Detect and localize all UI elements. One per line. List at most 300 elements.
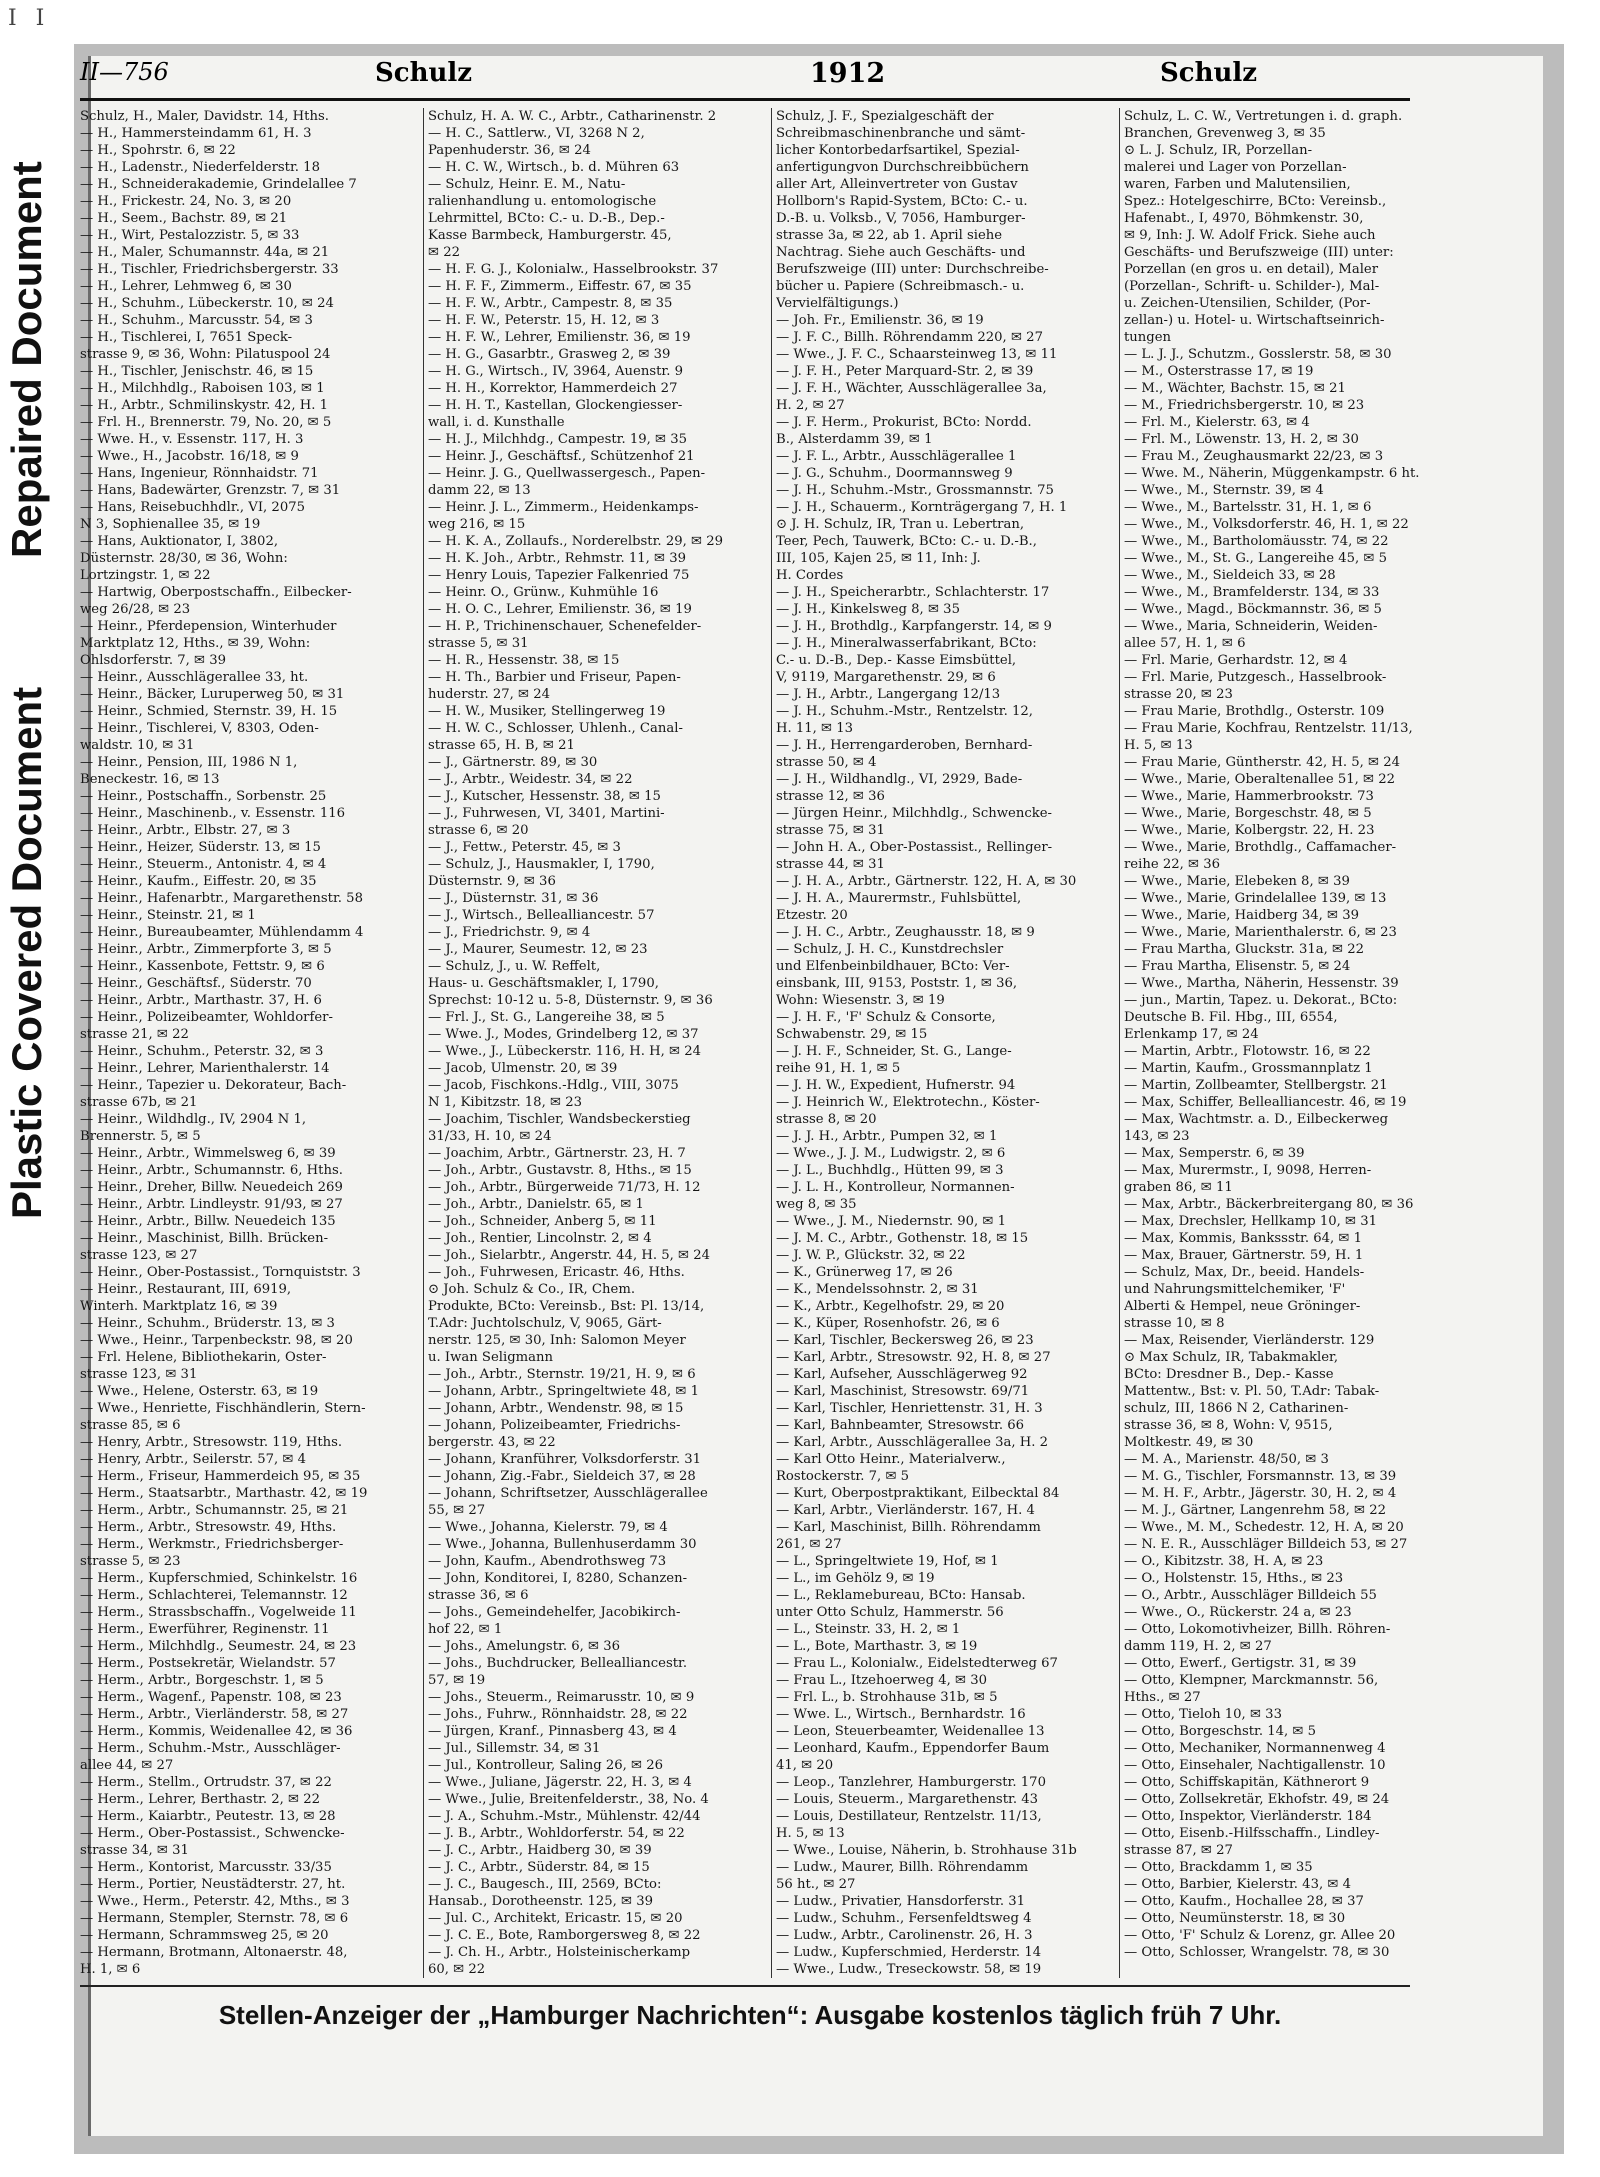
directory-entry: — Herm., Portier, Neustädterstr. 27, ht. <box>80 1877 346 1892</box>
directory-entry: — Heinr., Arbtr. Lindleystr. 91/93, ✉ 27 <box>80 1197 343 1212</box>
directory-entry: — Wwe., Johanna, Bullenhuserdamm 30 <box>428 1537 697 1552</box>
directory-entry: — L., Steinstr. 33, H. 2, ✉ 1 <box>776 1622 961 1637</box>
directory-entry: — Hartwig, Oberpostschaffn., Eilbecker- <box>80 585 352 600</box>
directory-entry: — Wwe., Julie, Breitenfelderstr., 38, No. 4 <box>428 1792 709 1807</box>
directory-entry: — Frl. Marie, Putzgesch., Hasselbrook- <box>1124 670 1387 685</box>
directory-entry: — John H. A., Ober-Postassist., Rellinger- <box>776 840 1053 855</box>
directory-entry: strasse 123, ✉ 31 <box>80 1367 198 1382</box>
directory-entry: — Wwe., M., Bartholomäusstr. 74, ✉ 22 <box>1124 534 1389 549</box>
directory-entry: Teer, Pech, Tauwerk, BCto: C.- u. D.-B., <box>776 534 1037 549</box>
directory-entry: — Henry, Arbtr., Seilerstr. 57, ✉ 4 <box>80 1452 307 1467</box>
directory-entry: — Heinr., Heizer, Süderstr. 13, ✉ 15 <box>80 840 321 855</box>
directory-entry: — J., Kutscher, Hessenstr. 38, ✉ 15 <box>428 789 661 804</box>
directory-entry: Winterh. Marktplatz 16, ✉ 39 <box>80 1299 278 1314</box>
directory-entry: — Herm., Arbtr., Borgeschstr. 1, ✉ 5 <box>80 1673 324 1688</box>
directory-entry: — Jul. C., Architekt, Ericastr. 15, ✉ 20 <box>428 1911 683 1926</box>
directory-entry: — J. Heinrich W., Elektrotechn., Köster- <box>776 1095 1040 1110</box>
directory-entry: — Wwe., Juliane, Jägerstr. 22, H. 3, ✉ 4 <box>428 1775 692 1790</box>
directory-entry: Düsternstr. 9, ✉ 36 <box>428 874 556 889</box>
directory-entry: strasse 123, ✉ 27 <box>80 1248 198 1263</box>
directory-entry: strasse 6, ✉ 20 <box>428 823 529 838</box>
directory-entry: — J. H. A., Maurermstr., Fuhlsbüttel, <box>776 891 1022 906</box>
directory-entry: — J. H., Brothdlg., Karpfangerstr. 14, ✉ 9 <box>776 619 1052 634</box>
directory-entry: — Otto, Schlosser, Wrangelstr. 78, ✉ 30 <box>1124 1945 1390 1960</box>
directory-entry: — Joachim, Tischler, Wandsbeckerstieg <box>428 1112 691 1127</box>
directory-entry: ⊙ J. H. Schulz, IR, Tran u. Lebertran, <box>776 517 1025 532</box>
directory-entry: — Otto, 'F' Schulz & Lorenz, gr. Allee 20 <box>1124 1928 1396 1943</box>
directory-entry: damm 22, ✉ 13 <box>428 483 531 498</box>
directory-entry: — H. F. F., Zimmerm., Eiffestr. 67, ✉ 35 <box>428 279 692 294</box>
directory-entry: — Max, Semperstr. 6, ✉ 39 <box>1124 1146 1305 1161</box>
directory-entry: — J. W. P., Glückstr. 32, ✉ 22 <box>776 1248 966 1263</box>
directory-entry: — Heinr., Kaufm., Eiffestr. 20, ✉ 35 <box>80 874 317 889</box>
directory-entry: — Heinr., Pension, III, 1986 N 1, <box>80 755 298 770</box>
directory-entry: waldstr. 10, ✉ 31 <box>80 738 195 753</box>
directory-entry: C.- u. D.-B., Dep.- Kasse Eimsbüttel, <box>776 653 1017 668</box>
directory-entry: — H. K. A., Zollaufs., Norderelbstr. 29, ✉ 29 <box>428 534 724 549</box>
directory-entry: — Wwe., Magd., Böckmannstr. 36, ✉ 5 <box>1124 602 1382 617</box>
directory-entry: und Elfenbeinbildhauer, BCto: Ver- <box>776 959 1010 974</box>
directory-entry: — Schulz, J., u. W. Reffelt, <box>428 959 601 974</box>
directory-entry: — Heinr., Maschinenb., v. Essenstr. 116 <box>80 806 346 821</box>
directory-entry: — Frau Marie, Güntherstr. 42, H. 5, ✉ 24 <box>1124 755 1401 770</box>
directory-entry: — Wwe., Helene, Osterstr. 63, ✉ 19 <box>80 1384 319 1399</box>
directory-entry: zellan-) u. Hotel- u. Wirtschaftseinrich- <box>1124 313 1385 328</box>
directory-entry: — Heinr., Geschäftsf., Süderstr. 70 <box>80 976 312 991</box>
directory-entry: H. 5, ✉ 13 <box>776 1826 845 1841</box>
directory-entry: — J. L., Buchhdlg., Hütten 99, ✉ 3 <box>776 1163 1004 1178</box>
directory-entry: — Herm., Strassbschaffn., Vogelweide 11 <box>80 1605 357 1620</box>
directory-entry: — Johs., Steuerm., Reimarusstr. 10, ✉ 9 <box>428 1690 695 1705</box>
directory-entry: — Joh. Fr., Emilienstr. 36, ✉ 19 <box>776 313 984 328</box>
directory-entry: — J., Gärtnerstr. 89, ✉ 30 <box>428 755 598 770</box>
directory-entry: V, 9119, Margarethenstr. 29, ✉ 6 <box>776 670 996 685</box>
directory-entry: — Johann, Zig.-Fabr., Sieldeich 37, ✉ 28 <box>428 1469 696 1484</box>
directory-columns <box>80 108 1420 1978</box>
directory-entry: reihe 22, ✉ 36 <box>1124 857 1221 872</box>
directory-entry: — Wwe., M., Sieldeich 33, ✉ 28 <box>1124 568 1336 583</box>
directory-entry: strasse 34, ✉ 31 <box>80 1843 189 1858</box>
directory-entry: Moltkestr. 49, ✉ 30 <box>1124 1435 1254 1450</box>
directory-entry: — Frl. Helene, Bibliothekarin, Oster- <box>80 1350 327 1365</box>
directory-entry: — J. H., Mineralwasserfabrikant, BCto: <box>776 636 1037 651</box>
directory-entry: — Heinr., Wildhdlg., IV, 2904 N 1, <box>80 1112 307 1127</box>
directory-entry: — J. L. H., Kontrolleur, Normannen- <box>776 1180 1015 1195</box>
directory-entry: Hansab., Dorotheenstr. 125, ✉ 39 <box>428 1894 654 1909</box>
directory-entry: — Heinr., Schmied, Sternstr. 39, H. 15 <box>80 704 338 719</box>
directory-entry: — Herm., Kontorist, Marcusstr. 33/35 <box>80 1860 332 1875</box>
directory-entry: — Frl. Marie, Gerhardstr. 12, ✉ 4 <box>1124 653 1348 668</box>
directory-entry: — Wwe., Marie, Borgeschstr. 48, ✉ 5 <box>1124 806 1372 821</box>
directory-entry: — H., Tischler, Friedrichsbergerstr. 33 <box>80 262 339 277</box>
directory-entry: strasse 3a, ✉ 22, ab 1. April siehe <box>776 228 1003 243</box>
directory-entry: 31/33, H. 10, ✉ 24 <box>428 1129 552 1144</box>
directory-entry: — Herm., Kaiarbtr., Peutestr. 13, ✉ 28 <box>80 1809 336 1824</box>
directory-entry: 261, ✉ 27 <box>776 1537 842 1552</box>
directory-entry: — Frau L., Kolonialw., Eidelstedterweg 67 <box>776 1656 1058 1671</box>
directory-entry: — Wwe., H., Jacobstr. 16/18, ✉ 9 <box>80 449 299 464</box>
directory-entry: — Johann, Arbtr., Wendenstr. 98, ✉ 15 <box>428 1401 684 1416</box>
directory-entry: — Johs., Buchdrucker, Belleallianсеstr. <box>428 1656 688 1671</box>
directory-entry: — Henry Louis, Tapezier Falkenried 75 <box>428 568 690 583</box>
directory-entry: — Heinr., Arbtr., Schumannstr. 6, Hths. <box>80 1163 343 1178</box>
directory-entry: — Wwe., Maria, Schneiderin, Weiden- <box>1124 619 1378 634</box>
directory-entry: — H. Th., Barbier und Friseur, Papen- <box>428 670 681 685</box>
directory-entry: — Wwe., Henriette, Fischhändlerin, Stern- <box>80 1401 366 1416</box>
directory-entry: Beneckestr. 16, ✉ 13 <box>80 772 220 787</box>
directory-entry: — Frl. M., Kielerstr. 63, ✉ 4 <box>1124 415 1310 430</box>
directory-entry: — J. H., Arbtr., Langergang 12/13 <box>776 687 1001 702</box>
directory-entry: BCto: Dresdner B., Dep.- Kasse <box>1124 1367 1334 1382</box>
directory-entry: strasse 20, ✉ 23 <box>1124 687 1233 702</box>
directory-entry: — Wwe., M., St. G., Langereihe 45, ✉ 5 <box>1124 551 1388 566</box>
directory-entry: — M., Friedrichsbergerstr. 10, ✉ 23 <box>1124 398 1365 413</box>
directory-entry: — Karl, Bahnbeamter, Stresowstr. 66 <box>776 1418 1025 1433</box>
directory-entry: H. 1, ✉ 6 <box>80 1962 141 1977</box>
directory-entry: — Jürgen Heinr., Milchhdlg., Schwencke- <box>776 806 1052 821</box>
directory-entry: — Karl, Arbtr., Ausschlägerallee 3a, H. 2 <box>776 1435 1049 1450</box>
directory-entry: — J. F. H., Wächter, Ausschlägerallee 3a, <box>776 381 1047 396</box>
directory-entry: Hths., ✉ 27 <box>1124 1690 1201 1705</box>
directory-entry: — Herm., Kommis, Weidenallee 42, ✉ 36 <box>80 1724 353 1739</box>
directory-entry: — Heinr., Tischlerei, V, 8303, Oden- <box>80 721 319 736</box>
directory-entry: — Hermann, Schrammsweg 25, ✉ 20 <box>80 1928 329 1943</box>
directory-entry: — J. A., Schuhm.-Mstr., Mühlenstr. 42/44 <box>428 1809 701 1824</box>
directory-entry: Etzestr. 20 <box>776 908 848 923</box>
directory-entry: — Leon, Steuerbeamter, Weidenallee 13 <box>776 1724 1045 1739</box>
directory-column-1 <box>80 108 418 1978</box>
directory-entry: hof 22, ✉ 1 <box>428 1622 503 1637</box>
header-name-left: Schulz <box>375 58 473 88</box>
directory-entry: — J. F. C., Billh. Röhrendamm 220, ✉ 27 <box>776 330 1043 345</box>
directory-entry: Schwabenstr. 29, ✉ 15 <box>776 1027 928 1042</box>
directory-entry: — Martin, Kaufm., Grossmannplatz 1 <box>1124 1061 1373 1076</box>
directory-entry: — Heinr., Dreher, Billw. Neuedeich 269 <box>80 1180 343 1195</box>
directory-entry: — Jul., Kontrolleur, Saling 26, ✉ 26 <box>428 1758 664 1773</box>
directory-entry: — Otto, Borgeschstr. 14, ✉ 5 <box>1124 1724 1317 1739</box>
directory-entry: — Heinr., Ausschlägerallee 33, ht. <box>80 670 309 685</box>
directory-entry: — J., Arbtr., Weidestr. 34, ✉ 22 <box>428 772 633 787</box>
directory-entry: — Otto, Neumünsterstr. 18, ✉ 30 <box>1124 1911 1346 1926</box>
directory-entry: — Karl, Arbtr., Stresowstr. 92, H. 8, ✉ 27 <box>776 1350 1051 1365</box>
directory-entry: unter Otto Schulz, Hammerstr. 56 <box>776 1605 1004 1620</box>
directory-entry: D.-B. u. Volksb., V, 7056, Hamburger- <box>776 211 1026 226</box>
directory-entry: strasse 5, ✉ 31 <box>428 636 529 651</box>
directory-entry: damm 119, H. 2, ✉ 27 <box>1124 1639 1272 1654</box>
page-number: II—756 <box>80 58 169 86</box>
directory-entry: — J. C., Baugesch., III, 2569, BCto: <box>428 1877 662 1892</box>
directory-entry: — J. H., Wildhandlg., VI, 2929, Bade- <box>776 772 1023 787</box>
directory-entry: — Herm., Arbtr., Schumannstr. 25, ✉ 21 <box>80 1503 349 1518</box>
directory-entry: — Leonhard, Kaufm., Eppendorfer Baum <box>776 1741 1050 1756</box>
directory-entry: — Heinr. J. G., Quellwassergesch., Papen- <box>428 466 706 481</box>
directory-entry: — Herm., Staatsarbtr., Marthastr. 42, ✉ 19 <box>80 1486 368 1501</box>
directory-entry: anfertigungvon Durchschreibbüchern <box>776 160 1029 175</box>
directory-entry: ralienhandlung u. entomologische <box>428 194 657 209</box>
directory-entry: strasse 12, ✉ 36 <box>776 789 885 804</box>
directory-entry: — Heinr., Bureaubeamter, Mühlendamm 4 <box>80 925 364 940</box>
directory-entry: — Hans, Reisebuchhdlr., VI, 2075 <box>80 500 305 515</box>
directory-entry: — K., Küper, Rosenhofstr. 26, ✉ 6 <box>776 1316 1000 1331</box>
directory-entry: — H. W. C., Schlosser, Uhlenh., Canal- <box>428 721 683 736</box>
directory-entry: bergerstr. 43, ✉ 22 <box>428 1435 556 1450</box>
directory-entry: — J. J. H., Arbtr., Pumpen 32, ✉ 1 <box>776 1129 998 1144</box>
directory-entry: — J. C., Arbtr., Haidberg 30, ✉ 39 <box>428 1843 652 1858</box>
directory-entry: — Herm., Ober-Postassist., Schwencke- <box>80 1826 345 1841</box>
directory-entry: tungen <box>1124 330 1172 345</box>
directory-entry: — Heinr., Maschinist, Billh. Brücken- <box>80 1231 329 1246</box>
directory-entry: III, 105, Kajen 25, ✉ 11, Inh: J. <box>776 551 981 566</box>
directory-entry: — Jacob, Ulmenstr. 20, ✉ 39 <box>428 1061 618 1076</box>
directory-entry: — Wwe., J. M., Niedernstr. 90, ✉ 1 <box>776 1214 1007 1229</box>
directory-entry: — Heinr., Steinstr. 21, ✉ 1 <box>80 908 256 923</box>
directory-entry: — Max, Reisender, Vierländerstr. 129 <box>1124 1333 1375 1348</box>
directory-entry: — Herm., Wagenf., Papenstr. 108, ✉ 23 <box>80 1690 342 1705</box>
directory-entry: einsbank, III, 9153, Poststr. 1, ✉ 36, <box>776 976 1018 991</box>
directory-entry: — H., Ladenstr., Niederfelderstr. 18 <box>80 160 320 175</box>
directory-entry: — Wwe., Marie, Oberaltenallee 51, ✉ 22 <box>1124 772 1396 787</box>
directory-entry: — H. C., Sattlerw., VI, 3268 N 2, <box>428 126 645 141</box>
directory-entry: — J. F. Herm., Prokurist, BCto: Nordd. <box>776 415 1032 430</box>
directory-entry: — J. H., Speicherarbtr., Schlachterstr. 17 <box>776 585 1050 600</box>
directory-entry: — Otto, Kaufm., Hochallee 28, ✉ 37 <box>1124 1894 1364 1909</box>
directory-entry: — Karl, Maschinist, Stresowstr. 69/71 <box>776 1384 1030 1399</box>
directory-entry: — H. F. W., Peterstr. 15, H. 12, ✉ 3 <box>428 313 660 328</box>
directory-entry: weg 8, ✉ 35 <box>776 1197 857 1212</box>
directory-entry: ⊙ Max Schulz, IR, Tabakmakler, <box>1124 1350 1339 1365</box>
directory-entry: strasse 36, ✉ 8, Wohn: V, 9515, <box>1124 1418 1333 1433</box>
directory-entry: — J. H., Schuhm.-Mstr., Rentzelstr. 12, <box>776 704 1033 719</box>
directory-entry: — Frl. J., St. G., Langereihe 38, ✉ 5 <box>428 1010 665 1025</box>
directory-entry: — J. H., Schuhm.-Mstr., Grossmannstr. 75 <box>776 483 1054 498</box>
directory-entry: Produkte, BCto: Vereinsb., Bst: Pl. 13/14, <box>428 1299 705 1314</box>
directory-entry: — H., Schuhm., Marcusstr. 54, ✉ 3 <box>80 313 313 328</box>
directory-entry: — J., Wirtsch., Belleallianсеstr. 57 <box>428 908 655 923</box>
directory-entry: — J. B., Arbtr., Wohldorferstr. 54, ✉ 22 <box>428 1826 685 1841</box>
directory-entry: — H., Schneiderakademie, Grindelallee 7 <box>80 177 357 192</box>
directory-entry: — Schulz, Max, Dr., beeid. Handels- <box>1124 1265 1365 1280</box>
directory-entry: — Otto, Brackdamm 1, ✉ 35 <box>1124 1860 1313 1875</box>
directory-entry: — Heinr., Hafenarbtr., Margarethenstr. 58 <box>80 891 363 906</box>
directory-entry: strasse 9, ✉ 36, Wohn: Pilatuspool 24 <box>80 347 331 362</box>
directory-entry: T.Adr: Juchtolschulz, V, 9065, Gärt- <box>428 1316 662 1331</box>
directory-entry: — H., Lehrer, Lehmweg 6, ✉ 30 <box>80 279 292 294</box>
directory-entry: — Karl, Tischler, Henriettenstr. 31, H. 3 <box>776 1401 1043 1416</box>
directory-entry: — J., Maurer, Seumestr. 12, ✉ 23 <box>428 942 648 957</box>
directory-entry: — J., Fuhrwesen, VI, 3401, Martini- <box>428 806 665 821</box>
directory-entry: — Otto, Ewerf., Gertigstr. 31, ✉ 39 <box>1124 1656 1357 1671</box>
directory-entry: Erlenkamp 17, ✉ 24 <box>1124 1027 1259 1042</box>
directory-entry: — H. C. W., Wirtsch., b. d. Mühren 63 <box>428 160 680 175</box>
footer-rule <box>80 1985 1410 1987</box>
directory-entry: N 1, Kibitzstr. 18, ✉ 23 <box>428 1095 582 1110</box>
directory-entry: — Max, Drechsler, Hellkamp 10, ✉ 31 <box>1124 1214 1378 1229</box>
directory-entry: — Wwe., M., Sternstr. 39, ✉ 4 <box>1124 483 1324 498</box>
directory-entry: — H., Frickestr. 24, No. 3, ✉ 20 <box>80 194 292 209</box>
directory-entry: strasse 21, ✉ 22 <box>80 1027 189 1042</box>
directory-entry: — H., Tischler, Jenischstr. 46, ✉ 15 <box>80 364 314 379</box>
directory-entry: Marktplatz 12, Hths., ✉ 39, Wohn: <box>80 636 311 651</box>
directory-entry: — Heinr., Tapezier u. Dekorateur, Bach- <box>80 1078 347 1093</box>
directory-entry: — H. K. Joh., Arbtr., Rehmstr. 11, ✉ 39 <box>428 551 687 566</box>
directory-entry: Papenhuderstr. 36, ✉ 24 <box>428 143 591 158</box>
directory-entry: — Wwe., M., Bramfelderstr. 134, ✉ 33 <box>1124 585 1380 600</box>
directory-entry: — Joh., Arbtr., Danielstr. 65, ✉ 1 <box>428 1197 644 1212</box>
directory-entry: — Wwe., O., Rückerstr. 24 a, ✉ 23 <box>1124 1605 1352 1620</box>
directory-entry: Nachtrag. Siehe auch Geschäfts- und <box>776 245 1026 260</box>
directory-entry: — L., Bote, Marthastr. 3, ✉ 19 <box>776 1639 978 1654</box>
directory-entry: — Wwe., Marie, Kolbergstr. 22, H. 23 <box>1124 823 1375 838</box>
directory-entry: — Wwe., Marie, Marienthalerstr. 6, ✉ 23 <box>1124 925 1397 940</box>
directory-entry: — H. G., Wirtsch., IV, 3964, Auenstr. 9 <box>428 364 684 379</box>
directory-entry: — Johs., Fuhrw., Rönnhaidstr. 28, ✉ 22 <box>428 1707 688 1722</box>
directory-entry: — Wwe. M., Näherin, Müggenkampstr. 6 ht. <box>1124 466 1420 481</box>
directory-entry: — J. H. W., Expedient, Hufnerstr. 94 <box>776 1078 1016 1093</box>
directory-entry: — Schulz, J., Hausmakler, I, 1790, <box>428 857 655 872</box>
directory-entry: ✉ 22 <box>428 245 461 260</box>
directory-entry: H. Cordes <box>776 568 844 583</box>
directory-entry: strasse 87, ✉ 27 <box>1124 1843 1233 1858</box>
directory-entry: — Heinr., Schuhm., Peterstr. 32, ✉ 3 <box>80 1044 324 1059</box>
header-name-right: Schulz <box>1160 58 1258 88</box>
directory-entry: — Hermann, Stempler, Sternstr. 78, ✉ 6 <box>80 1911 349 1926</box>
directory-entry: — M., Wächter, Bachstr. 15, ✉ 21 <box>1124 381 1346 396</box>
directory-entry: — Heinr., Steuerm., Antonistr. 4, ✉ 4 <box>80 857 327 872</box>
directory-entry: — Johann, Kranführer, Volksdorferstr. 31 <box>428 1452 702 1467</box>
directory-entry: — H., Arbtr., Schmilinskystr. 42, H. 1 <box>80 398 328 413</box>
directory-entry: — H., Maler, Schumannstr. 44a, ✉ 21 <box>80 245 330 260</box>
directory-entry: Lortzingstr. 1, ✉ 22 <box>80 568 211 583</box>
directory-entry: strasse 8, ✉ 20 <box>776 1112 877 1127</box>
directory-entry: — M., Osterstrasse 17, ✉ 19 <box>1124 364 1314 379</box>
directory-entry: — Heinr., Postschaffn., Sorbenstr. 25 <box>80 789 327 804</box>
directory-entry: — L. J. J., Schutzm., Gosslerstr. 58, ✉ 30 <box>1124 347 1392 362</box>
directory-entry: — Wwe., Marie, Grindelallee 139, ✉ 13 <box>1124 891 1387 906</box>
directory-entry: — Schulz, Heinr. E. M., Natu- <box>428 177 626 192</box>
directory-entry: — Heinr., Bäcker, Luruperweg 50, ✉ 31 <box>80 687 345 702</box>
directory-entry: — Ludw., Arbtr., Carolinenstr. 26, H. 3 <box>776 1928 1033 1943</box>
directory-entry: — M. A., Marienstr. 48/50, ✉ 3 <box>1124 1452 1329 1467</box>
directory-entry: 56 ht., ✉ 27 <box>776 1877 856 1892</box>
directory-entry: — Ludw., Kupferschmied, Herderstr. 14 <box>776 1945 1042 1960</box>
directory-entry: ⊙ Joh. Schulz & Co., IR, Chem. <box>428 1282 636 1297</box>
directory-entry: — J. H. F., Schneider, St. G., Lange- <box>776 1044 1012 1059</box>
directory-entry: Schulz, L. C. W., Vertretungen i. d. graph. <box>1124 109 1403 124</box>
directory-entry: strasse 5, ✉ 23 <box>80 1554 181 1569</box>
column-divider <box>771 108 772 1978</box>
directory-entry: — H. W., Musiker, Stellingerweg 19 <box>428 704 666 719</box>
directory-entry: weg 26/28, ✉ 23 <box>80 602 191 617</box>
sidebar-marks: I I <box>8 6 51 31</box>
directory-entry: — Heinr., Polizeibeamter, Wohldorfer- <box>80 1010 333 1025</box>
directory-entry: — Otto, Barbier, Kielerstr. 43, ✉ 4 <box>1124 1877 1351 1892</box>
directory-entry: Lehrmittel, BCto: C.- u. D.-B., Dep.- <box>428 211 665 226</box>
directory-entry: — Wwe., J. J. M., Ludwigstr. 2, ✉ 6 <box>776 1146 1006 1161</box>
directory-entry: — Wwe., Johanna, Kielerstr. 79, ✉ 4 <box>428 1520 668 1535</box>
directory-entry: — J. H. F., 'F' Schulz & Consorte, <box>776 1010 996 1025</box>
directory-column-4 <box>1124 108 1420 1978</box>
directory-entry: — Joh., Arbtr., Sternstr. 19/21, H. 9, ✉ 6 <box>428 1367 696 1382</box>
directory-entry: Sprechst: 10-12 u. 5-8, Düsternstr. 9, ✉ 36 <box>428 993 713 1008</box>
directory-entry: aller Art, Alleinvertreter von Gustav <box>776 177 1018 192</box>
directory-entry: — Heinr., Arbtr., Wimmelsweg 6, ✉ 39 <box>80 1146 336 1161</box>
directory-entry: — Otto, Zollsekretär, Ekhofstr. 49, ✉ 24 <box>1124 1792 1390 1807</box>
directory-entry: — Wwe., M., Volksdorferstr. 46, H. 1, ✉ 22 <box>1124 517 1409 532</box>
directory-entry: nerstr. 125, ✉ 30, Inh: Salomon Meyer <box>428 1333 686 1348</box>
directory-entry: Wohn: Wiesenstr. 3, ✉ 19 <box>776 993 945 1008</box>
directory-entry: — Otto, Tieloh 10, ✉ 33 <box>1124 1707 1282 1722</box>
directory-entry: — Herm., Schuhm.-Mstr., Ausschläger- <box>80 1741 341 1756</box>
directory-entry: waren, Farben und Malutensilien, <box>1124 177 1351 192</box>
directory-entry: — K., Arbtr., Kegelhofstr. 29, ✉ 20 <box>776 1299 1005 1314</box>
directory-entry: — H. P., Trichinenschauer, Schenefelder- <box>428 619 702 634</box>
directory-entry: — Johann, Arbtr., Springeltwiete 48, ✉ 1 <box>428 1384 699 1399</box>
directory-entry: — J. G., Schuhm., Doormannsweg 9 <box>776 466 1013 481</box>
directory-entry: malerei und Lager von Porzellan- <box>1124 160 1347 175</box>
directory-entry: — Ludw., Maurer, Billh. Röhrendamm <box>776 1860 1029 1875</box>
plastic-covered-document-label: Plastic Covered Document <box>3 686 50 1219</box>
column-divider <box>423 108 424 1978</box>
directory-entry: Hafenabt., I, 4970, Böhmkenstr. 30, <box>1124 211 1364 226</box>
directory-entry: Hollborn's Rapid-System, BCto: C.- u. <box>776 194 1028 209</box>
directory-entry: — Jul., Sillemstr. 34, ✉ 31 <box>428 1741 601 1756</box>
directory-entry: strasse 75, ✉ 31 <box>776 823 885 838</box>
directory-entry: — Frl. H., Brennerstr. 79, No. 20, ✉ 5 <box>80 415 332 430</box>
directory-entry: — Heinr., Arbtr., Billw. Neuedeich 135 <box>80 1214 336 1229</box>
directory-entry: — Frl. M., Löwenstr. 13, H. 2, ✉ 30 <box>1124 432 1359 447</box>
directory-entry: — Wwe., Martha, Näherin, Hessenstr. 39 <box>1124 976 1399 991</box>
directory-entry: und Nahrungsmittelchemiker, 'F' <box>1124 1282 1346 1297</box>
directory-entry: strasse 36, ✉ 6 <box>428 1588 529 1603</box>
directory-entry: — H. G., Gasarbtr., Grasweg 2, ✉ 39 <box>428 347 671 362</box>
directory-entry: Berufszweige (III) unter: Durchschreibe- <box>776 262 1049 277</box>
directory-entry: — Hermann, Brotmann, Altonaerstr. 48, <box>80 1945 348 1960</box>
directory-entry: — Wwe. H., v. Essenstr. 117, H. 3 <box>80 432 304 447</box>
directory-entry: Spez.: Hotelgeschirre, BCto: Vereinsb., <box>1124 194 1387 209</box>
directory-entry: — H., Wirt, Pestalozzistr. 5, ✉ 33 <box>80 228 300 243</box>
directory-entry: — L., im Gehölz 9, ✉ 19 <box>776 1571 935 1586</box>
directory-entry: — John, Kaufm., Abendrothsweg 73 <box>428 1554 667 1569</box>
directory-entry: — Heinr., Kassenbote, Fettstr. 9, ✉ 6 <box>80 959 325 974</box>
directory-entry: — Herm., Stellm., Ortrudstr. 37, ✉ 22 <box>80 1775 332 1790</box>
directory-entry: — Hans, Auktionator, I, 3802, <box>80 534 279 549</box>
directory-entry: — Heinr., Arbtr., Marthastr. 37, H. 6 <box>80 993 322 1008</box>
directory-entry: — M. G., Tischler, Forsmannstr. 13, ✉ 39 <box>1124 1469 1397 1484</box>
directory-entry: — J. H., Herrengarderoben, Bernhard- <box>776 738 1033 753</box>
directory-entry: H. 2, ✉ 27 <box>776 398 845 413</box>
directory-entry: strasse 44, ✉ 31 <box>776 857 885 872</box>
directory-entry: Ohlsdorferstr. 7, ✉ 39 <box>80 653 227 668</box>
directory-entry: Rostockerstr. 7, ✉ 5 <box>776 1469 910 1484</box>
directory-entry: weg 216, ✉ 15 <box>428 517 526 532</box>
directory-entry: — Hans, Badewärter, Grenzstr. 7, ✉ 31 <box>80 483 341 498</box>
directory-entry: — J., Fettw., Peterstr. 45, ✉ 3 <box>428 840 621 855</box>
directory-entry: — J. H. C., Arbtr., Zeughausstr. 18, ✉ 9 <box>776 925 1035 940</box>
directory-entry: — N. E. R., Ausschläger Billdeich 53, ✉ 27 <box>1124 1537 1408 1552</box>
directory-entry: — Frl. L., b. Strohhause 31b, ✉ 5 <box>776 1690 998 1705</box>
directory-entry: — H., Tischlerei, I, 7651 Speck- <box>80 330 293 345</box>
directory-entry: — Johann, Schriftsetzer, Ausschlägerallee <box>428 1486 708 1501</box>
directory-entry: graben 86, ✉ 11 <box>1124 1180 1233 1195</box>
directory-entry: — Joh., Sielarbtr., Angerstr. 44, H. 5, ✉ 24 <box>428 1248 711 1263</box>
directory-entry: — H., Hammersteindamm 61, H. 3 <box>80 126 312 141</box>
directory-entry: — Jacob, Fischkons.-Hdlg., VIII, 3075 <box>428 1078 679 1093</box>
directory-entry: — M. J., Gärtner, Langenrehm 58, ✉ 22 <box>1124 1503 1386 1518</box>
directory-entry: — H., Spohrstr. 6, ✉ 22 <box>80 143 236 158</box>
directory-entry: — Max, Murermstr., I, 9098, Herren- <box>1124 1163 1372 1178</box>
directory-entry: Branchen, Grevenweg 3, ✉ 35 <box>1124 126 1326 141</box>
directory-entry: — Wwe., Marie, Elebeken 8, ✉ 39 <box>1124 874 1350 889</box>
